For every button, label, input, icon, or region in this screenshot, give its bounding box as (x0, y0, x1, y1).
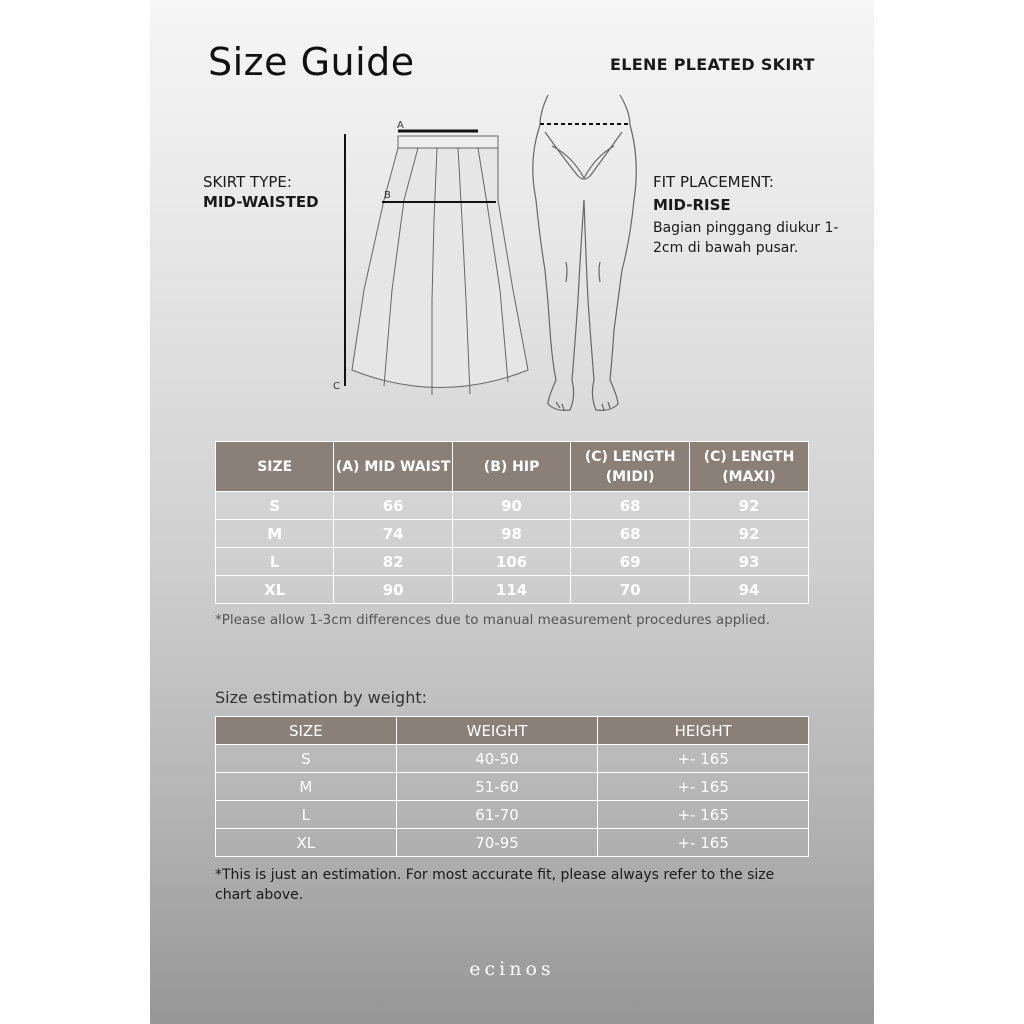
header-size: SIZE (216, 717, 397, 745)
header-hip: (B) HIP (452, 442, 570, 492)
table-row (216, 745, 809, 773)
body-figure (533, 95, 636, 410)
table-row (216, 548, 809, 576)
cell-weight: 61-70 (396, 801, 598, 829)
cell-length-midi: 70 (571, 576, 690, 604)
cell-mid-waist: 82 (334, 548, 453, 576)
header-length-midi (571, 442, 690, 492)
brand-logo: ecinos (469, 958, 555, 980)
cell-mid-waist: 90 (334, 576, 453, 604)
table-row (216, 492, 809, 520)
cell-length-maxi: 92 (690, 492, 809, 520)
estimation-title: Size estimation by weight: (215, 688, 427, 707)
table-row (216, 576, 809, 604)
cell-size: M (216, 773, 397, 801)
cell-length-maxi: 94 (690, 576, 809, 604)
cell-length-midi: 68 (571, 520, 690, 548)
fit-placement-description: Bagian pinggang diukur 1-2cm di bawah pusar. (653, 220, 839, 256)
cell-hip: 98 (452, 520, 570, 548)
measurement-note: *Please allow 1-3cm differences due to manual measurement procedures applied. (215, 612, 771, 628)
estimation-note: *This is just an estimation. For most accurate fit, please always refer to the size chart above. (215, 867, 775, 903)
table-row (216, 801, 809, 829)
skirt-diagram (345, 131, 528, 395)
cell-size: L (216, 801, 397, 829)
cell-hip: 106 (452, 548, 570, 576)
skirt-type-value: MID-WAISTED (203, 193, 319, 211)
header-length-maxi (690, 442, 809, 492)
table-row (216, 829, 809, 857)
estimation-header-row (216, 717, 809, 745)
cell-size: XL (216, 576, 334, 604)
cell-size: S (216, 745, 397, 773)
cell-length-maxi: 93 (690, 548, 809, 576)
estimation-table (215, 716, 809, 857)
table-row (216, 773, 809, 801)
header-weight: WEIGHT (396, 717, 598, 745)
table-row (216, 520, 809, 548)
header-length-maxi-label: (C) LENGTH (MAXI) (703, 448, 795, 485)
cell-length-midi: 69 (571, 548, 690, 576)
cell-hip: 90 (452, 492, 570, 520)
cell-height: +- 165 (598, 829, 809, 857)
product-name: ELENE PLEATED SKIRT (610, 55, 815, 74)
label-b: B (384, 190, 391, 201)
cell-weight: 70-95 (396, 829, 598, 857)
cell-size: S (216, 492, 334, 520)
page-title: Size Guide (208, 40, 415, 84)
size-chart-table (215, 441, 809, 604)
cell-mid-waist: 74 (334, 520, 453, 548)
cell-size: M (216, 520, 334, 548)
label-a: A (397, 120, 404, 131)
cell-weight: 40-50 (396, 745, 598, 773)
header-mid-waist: (A) MID WAIST (334, 442, 453, 492)
header-length-midi-label: (C) LENGTH (MIDI) (584, 448, 676, 485)
skirt-type-label: SKIRT TYPE: (203, 173, 292, 191)
cell-height: +- 165 (598, 745, 809, 773)
header-height: HEIGHT (598, 717, 809, 745)
header-size: SIZE (216, 442, 334, 492)
cell-weight: 51-60 (396, 773, 598, 801)
fit-placement-value: MID-RISE (653, 196, 731, 214)
cell-size: XL (216, 829, 397, 857)
cell-size: L (216, 548, 334, 576)
cell-length-maxi: 92 (690, 520, 809, 548)
cell-height: +- 165 (598, 773, 809, 801)
cell-mid-waist: 66 (334, 492, 453, 520)
cell-length-midi: 68 (571, 492, 690, 520)
size-chart-header-row (216, 442, 809, 492)
label-c: C (333, 381, 340, 392)
fit-placement-label: FIT PLACEMENT: (653, 173, 774, 191)
cell-height: +- 165 (598, 801, 809, 829)
cell-hip: 114 (452, 576, 570, 604)
